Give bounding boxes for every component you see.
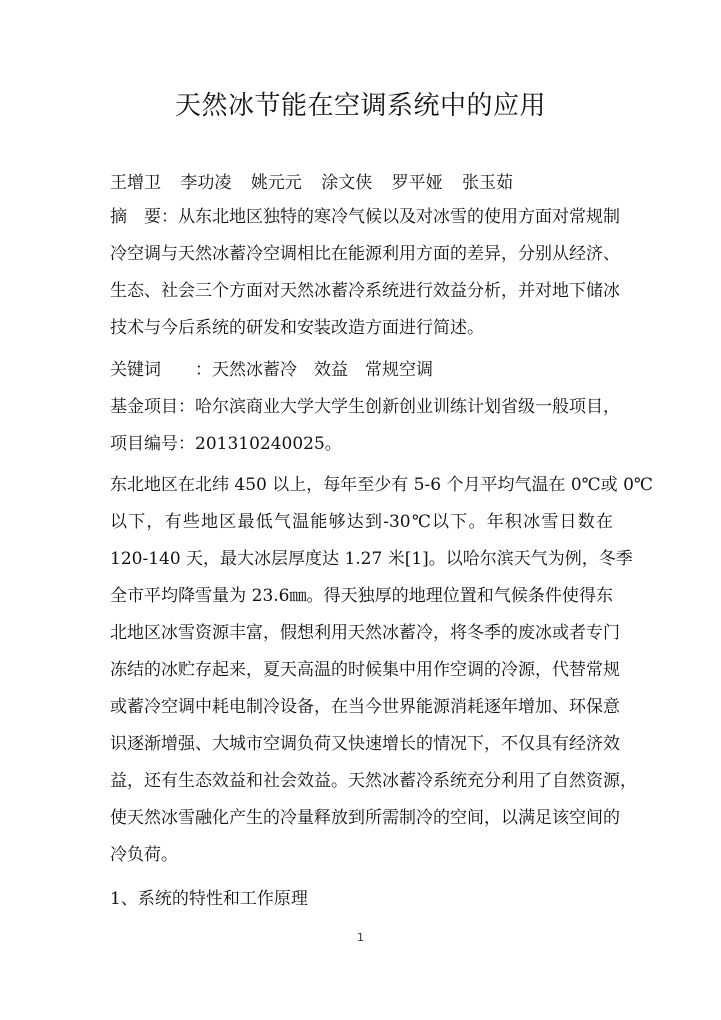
author-list — [110, 171, 613, 195]
body-line: 益，还有生态效益和社会效益。天然冰蓄冷系统充分利用了自然资源， — [110, 771, 637, 791]
body-line: 以下，有些地区最低气温能够达到-30℃以下。年积冰雪日数在 — [110, 512, 613, 532]
body-line: 东北地区在北纬 450 以上，每年至少有 5-6 个月平均气温在 0℃或 0℃ — [110, 475, 653, 495]
abstract-line: 技术与今后系统的研发和安装改造方面进行简述。 — [110, 318, 484, 338]
body-line: 冷负荷。 — [110, 845, 178, 865]
author: 罗平娅 — [391, 173, 443, 193]
author: 王增卫 — [110, 173, 161, 193]
author: 涂文侠 — [321, 173, 373, 193]
keywords: 关键词 ：天然冰蓄冷 效益 常规空调 — [110, 360, 433, 380]
body-line: 冻结的冰贮存起来，夏天高温的时候集中用作空调的冷源，代替常规 — [110, 660, 620, 680]
fund-line: 基金项目：哈尔滨商业大学大学生创新创业训练计划省级一般项目， — [110, 397, 620, 417]
author: 张玉茹 — [462, 173, 514, 193]
abstract-line: 冷空调与天然冰蓄冷空调相比在能源利用方面的差异，分别从经济、 — [110, 244, 620, 264]
abstract-line: 生态、社会三个方面对天然冰蓄冷系统进行效益分析，并对地下储冰 — [110, 281, 620, 301]
fund-line: 项目编号：201310240025。 — [110, 434, 342, 454]
document-title: 天然冰节能在空调系统中的应用 — [174, 91, 546, 121]
body-line: 120-140 天，最大冰层厚度达 1.27 米[1]。以哈尔滨天气为例，冬季 — [110, 549, 633, 569]
author: 姚元元 — [250, 173, 302, 193]
page-number: 1 — [357, 931, 364, 944]
author: 李功凌 — [180, 173, 232, 193]
abstract-line: 摘 要：从东北地区独特的寒冷气候以及对冰雪的使用方面对常规制 — [110, 207, 620, 227]
body-line: 识逐渐增强、大城市空调负荷又快速增长的情况下，不仅具有经济效 — [110, 734, 620, 754]
body-line: 使天然冰雪融化产生的冷量释放到所需制冷的空间，以满足该空间的 — [110, 808, 620, 828]
body-line: 北地区冰雪资源丰富，假想利用天然冰蓄冷，将冬季的废冰或者专门 — [110, 623, 620, 643]
body-line: 全市平均降雪量为 23.6㎜。得天独厚的地理位置和气候条件使得东 — [110, 586, 613, 606]
body-line: 或蓄冷空调中耗电制冷设备，在当今世界能源消耗逐年增加、环保意 — [110, 697, 620, 717]
section-heading: 1、系统的特性和工作原理 — [110, 889, 308, 909]
